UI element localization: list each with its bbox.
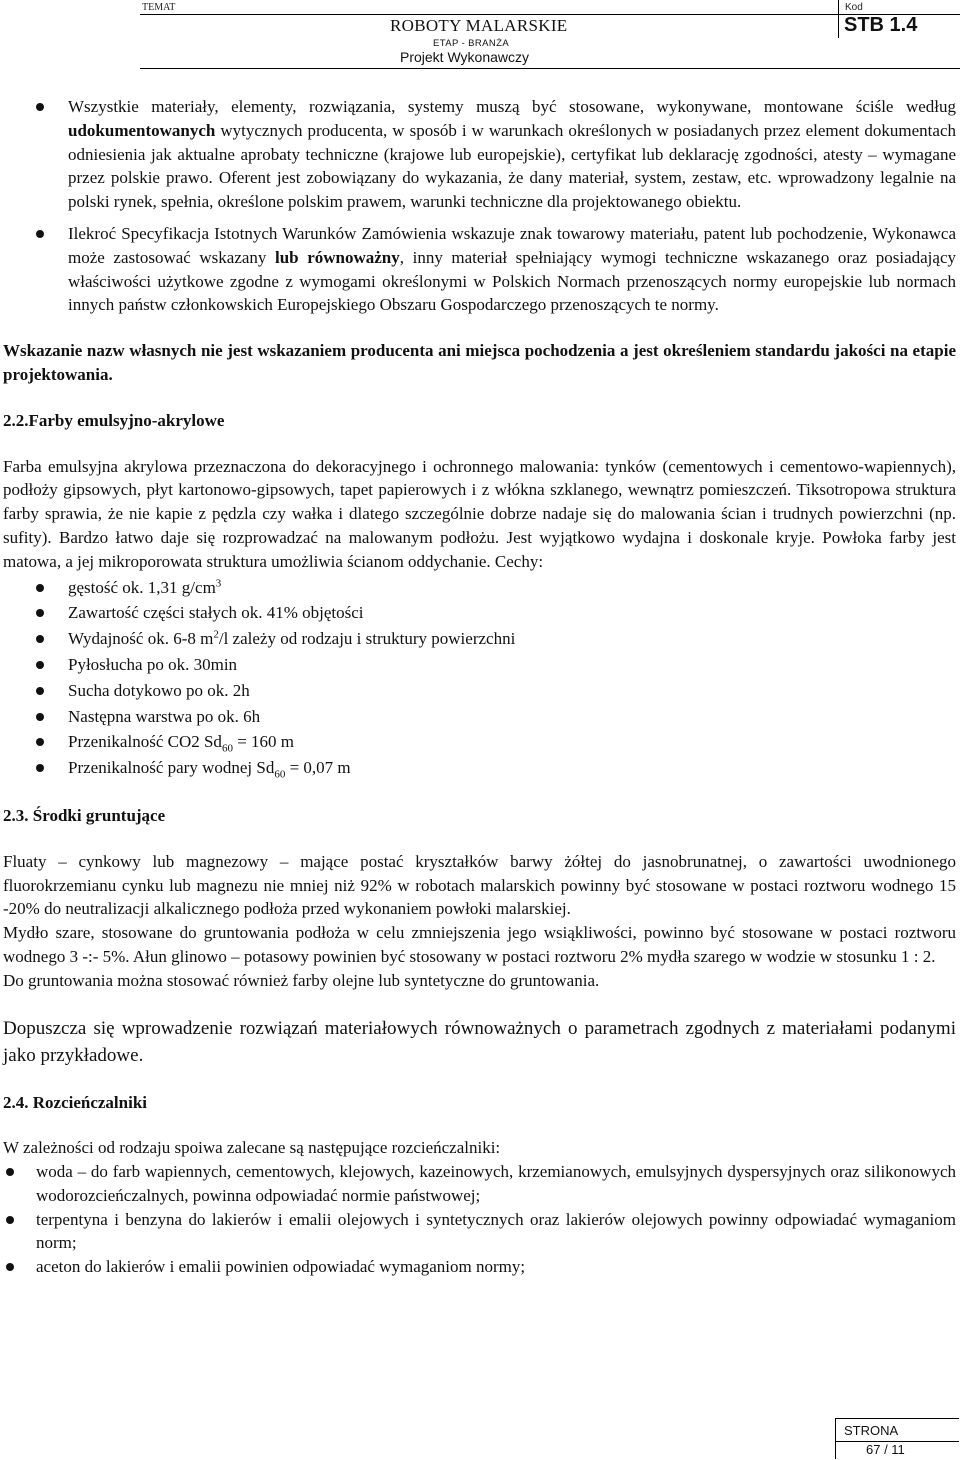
- list-item: gęstość ok. 1,31 $g/cm^3$: [3, 576, 956, 602]
- page-number: 67 / 11: [866, 1442, 905, 1457]
- document-title: ROBOTY MALARSKIE: [390, 16, 568, 35]
- header-divider-bottom: [140, 68, 960, 69]
- properties-list: [3, 576, 956, 782]
- header-divider-top: [140, 14, 960, 15]
- page-label: STRONA: [844, 1423, 899, 1438]
- page-footer: [835, 1418, 959, 1459]
- document-code: STB 1.4: [844, 14, 918, 36]
- list-item: Zawartość części stałych ok. 41% objętości: [3, 601, 956, 627]
- kod-label: Kod: [845, 2, 863, 13]
- document-body: [3, 95, 956, 1279]
- project-type: Projekt Wykonawczy: [400, 49, 530, 65]
- list-item: Przenikalność pary wodnej $Sd_{60} = 0,07$ m: [3, 756, 956, 782]
- temat-label: TEMAT: [142, 2, 176, 13]
- list-item: aceton do lakierów i emalii powinien odpowiadać wymaganiom normy;: [3, 1255, 956, 1279]
- equivalence-notice: Dopuszcza się wprowadzenie rozwiązań materiałowych równoważnych o parametrach zgodnych z materiałami podanymi jako przykładowe.: [3, 1017, 956, 1066]
- list-item: Przenikalność CO2 $Sd_{60} = 160$ m: [3, 730, 956, 756]
- header-divider-vertical: [838, 0, 839, 38]
- thinners-list: [3, 1160, 956, 1279]
- list-item: woda – do farb wapiennych, cementowych, klejowych, kazeinowych, krzemianowych, emulsyjnych dyspersyjnych oraz silikonowych wodorozcieńczalnych, powinna odpowiadać normie państwowej;: [3, 1160, 956, 1208]
- list-item: Ilekroć Specyfikacja Istotnych Warunków Zamówienia wskazuje znak towarowy materiału, patent lub pochodzenie, Wykonawca może zastosować wskazany lub równoważny, inny materiał spełniający wymogi techniczne wskazanego oraz posiadający właściwości użytkowe zgodne z wymogami określonymi w Polskich Normach przenoszących normy europejskie lub normach innych państw członkowskich Europejskiego Obszaru Gospodarczego przenoszących te normy.: [3, 222, 956, 317]
- thinners-intro: W zależności od rodzaju spoiwa zalecane są następujące rozcieńczalniki:: [3, 1138, 501, 1158]
- fluaty-paragraph: Fluaty – cynkowy lub magnezowy – mające postać kryształków barwy żółtej do jasnobrunatnej, o zawartości uwodnionego fluorokrzemianu cynku lub magnezu nie mniej niż 92% w robotach malarskich powinny być stosowane w postaci roztworu wodnego 15 -20% do neutralizacji alkalicznego podłoża przed wykonaniem powłoki malarskiej.: [3, 851, 956, 919]
- list-item: Wydajność ok. 6-8 $m^2/l$ zależy od rodzaju i struktury powierzchni: [3, 627, 956, 653]
- mydlo-paragraph: Mydło szare, stosowane do gruntowania podłoża w celu zmniejszenia jego wsiąkliwości, powinno być stosowane w postaci roztworu wodnego 3 -:- 5%. Ałun glinowo – potasowy powinien być stosowany w postaci roztworu 2% mydła szarego w wodzie w stosunku 1 : 2.: [3, 923, 956, 966]
- intro-bullet-list: [3, 95, 956, 317]
- list-item: terpentyna i benzyna do lakierów i emalii olejowych i syntetycznych oraz lakierów olejowych powinny odpowiadać wymaganiom norm;: [3, 1208, 956, 1256]
- bold-emphasis: udokumentowanych: [68, 120, 216, 140]
- section-heading-2-2: 2.2.Farby emulsyjno-akrylowe: [3, 410, 225, 430]
- list-item: Wszystkie materiały, elementy, rozwiązania, systemy muszą być stosowane, wykonywane, montowane ściśle według udokumentowanych wytycznych producenta, w sposób i w warunkach określonych w posiadanych przez element dokumentach odniesienia jak aktualne aprobaty techniczne (krajowe lub europejskie), certyfikat lub deklarację zgodności, atesty – wymagane przez polskie prawo. Oferent jest zobowiązany do wykazania, że dany materiał, system, zestaw, etc. wprowadzony legalnie na polski rynek, spełnia, określone polskim prawem, warunki techniczne dla projektowanego obiektu.: [3, 95, 956, 214]
- etap-label: ETAP - BRANŻA: [433, 38, 510, 49]
- list-item: Pyłosłucha po ok. 30min: [3, 653, 956, 679]
- list-item: Sucha dotykowo po ok. 2h: [3, 679, 956, 705]
- standard-notice: Wskazanie nazw własnych nie jest wskazaniem producenta ani miejsca pochodzenia a jest określeniem standardu jakości na etapie projektowania.: [3, 341, 956, 384]
- list-item: Następna warstwa po ok. 6h: [3, 705, 956, 731]
- section-2-2-paragraph: Farba emulsyjna akrylowa przeznaczona do dekoracyjnego i ochronnego malowania: tynków (cementowych i cementowo-wapiennych), podłoży gipsowych, płyt kartonowo-gipsowych, tapet papierowych i z włókna szklanego, wewnątrz pomieszczeń. Tiksotropowa struktura farby sprawia, że nie kapie z pędzla czy wałka i dlatego szczególnie dobrze nadaje się do malowania ścian i trudnych powierzchni (np. sufity). Bardzo łatwo daje się rozprowadzać na malowanym podłożu. Jest wyjątkowo wydajna i doskonale kryje. Powłoka farby jest matowa, a jej mikroporowata struktura umożliwia ścianom oddychanie. Cechy:: [3, 456, 956, 571]
- bold-emphasis: lub równoważny: [275, 247, 400, 267]
- page-header: [0, 0, 960, 68]
- section-heading-2-3: 2.3. Środki gruntujące: [3, 805, 166, 825]
- oil-primer-paragraph: Do gruntowania można stosować również farby olejne lub syntetyczne do gruntowania.: [3, 970, 600, 990]
- section-heading-2-4: 2.4. Rozcieńczalniki: [3, 1092, 148, 1112]
